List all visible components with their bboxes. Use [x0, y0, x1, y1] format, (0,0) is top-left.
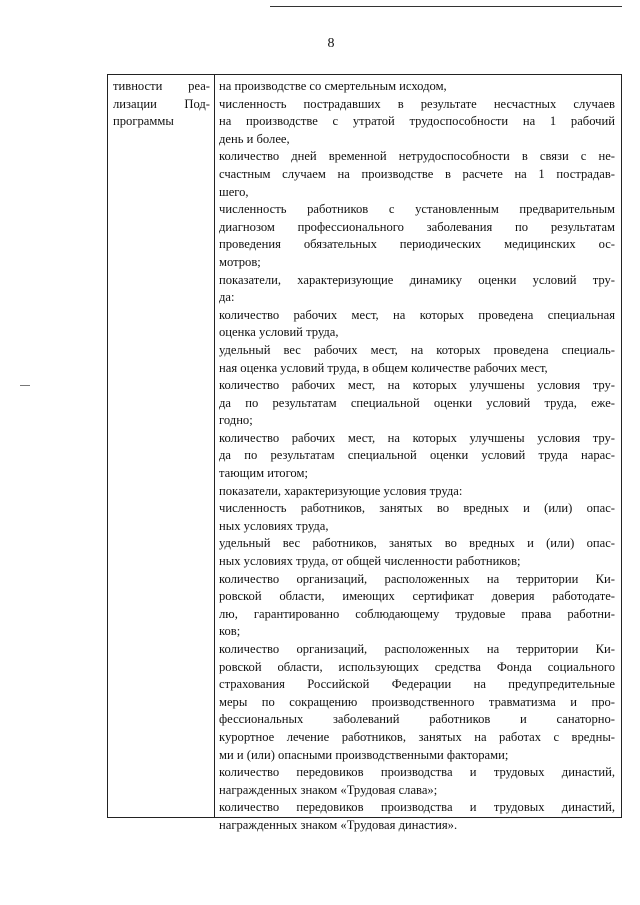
indicator-line: численность работников с установленным предварительным [219, 202, 615, 217]
indicator-line: страхования Российской Федерации на предупредительные [219, 677, 615, 692]
indicator-line: ная оценка условий труда, в общем количестве рабочих мест, [219, 360, 548, 375]
indicator-line: численность пострадавших в результате несчастных случаев [219, 96, 615, 111]
table-cell-section [108, 75, 215, 817]
indicator-line: ных условиях труда, от общей численности работников; [219, 554, 521, 569]
indicator-line: лю, гарантированно соблюдающему трудовые права работни- [219, 606, 615, 621]
indicator-line: меры по сокращению производственного травматизма и про- [219, 694, 615, 709]
indicator-line: оценка условий труда, [219, 325, 339, 340]
indicator-line: удельный вес работников, занятых во вредных и (или) опас- [219, 536, 615, 551]
indicator-line: количество рабочих мест, на которых улучшены условия тру- [219, 378, 615, 393]
margin-mark [20, 385, 30, 386]
indicator-line: да по результатам специальной оценки условий труда нарас- [219, 448, 615, 463]
indicator-line: да по результатам специальной оценки условий труда, еже- [219, 395, 615, 410]
indicator-line: годно; [219, 413, 253, 428]
indicator-line: курортное лечение работников, занятых на работах с вредны- [219, 729, 615, 744]
indicator-line: диагнозом профессионального заболевания по результатам [219, 219, 615, 234]
indicator-line: количество организаций, расположенных на территории Ки- [219, 571, 615, 586]
table-cell-indicators [215, 75, 621, 832]
indicator-line: ми и (или) опасными производственными факторами; [219, 747, 509, 762]
indicator-line: да: [219, 290, 235, 305]
indicator-line: ровской области, имеющих сертификат доверия работодате- [219, 589, 615, 604]
indicator-line: численность работников, занятых во вредных и (или) опас- [219, 501, 615, 516]
indicator-line: на производстве со смертельным исходом, [219, 79, 447, 93]
indicator-line: показатели, характеризующие динамику оценки условий тру- [219, 272, 615, 287]
top-rule [270, 6, 622, 7]
indicator-line: фессиональных заболеваний работников и санаторно- [219, 712, 615, 727]
indicator-line: количество дней временной нетрудоспособности в связи с не- [219, 149, 615, 164]
indicator-line: удельный вес рабочих мест, на которых проведена специаль- [219, 342, 615, 357]
section-line: тивности реа- [113, 79, 210, 93]
indicator-line: счастным случаем на производстве в расчете на 1 пострадав- [219, 166, 615, 181]
section-line: лизации Под- [113, 96, 210, 111]
indicator-line: награжденных знаком «Трудовая династия». [219, 817, 458, 832]
section-line: программы [113, 114, 174, 129]
indicator-line: количество рабочих мест, на которых проведена специальная [219, 307, 615, 322]
indicator-line: шего, [219, 184, 249, 199]
indicator-line: ков; [219, 624, 241, 639]
indicator-line: количество рабочих мест, на которых улучшены условия тру- [219, 430, 615, 445]
indicator-line: ных условиях труда, [219, 518, 329, 533]
indicator-line: проведения обязательных периодических медицинских ос- [219, 237, 615, 252]
indicator-line: количество передовиков производства и трудовых династий, [219, 800, 615, 815]
indicator-line: показатели, характеризующие условия труда: [219, 483, 463, 498]
indicator-line: количество передовиков производства и трудовых династий, [219, 765, 615, 780]
indicator-line: награжденных знаком «Трудовая слава»; [219, 782, 438, 797]
indicator-line: количество организаций, расположенных на территории Ки- [219, 642, 615, 656]
page-number: 8 [327, 36, 335, 51]
indicators-table [107, 74, 622, 832]
indicator-line: ровской области, использующих средства Фонда социального [219, 659, 615, 674]
indicator-line: тающим итогом; [219, 466, 308, 481]
indicator-line: на производстве с утратой трудоспособности на 1 рабочий [219, 114, 615, 129]
indicator-line: день и более, [219, 131, 290, 146]
indicator-line: мотров; [219, 254, 261, 269]
